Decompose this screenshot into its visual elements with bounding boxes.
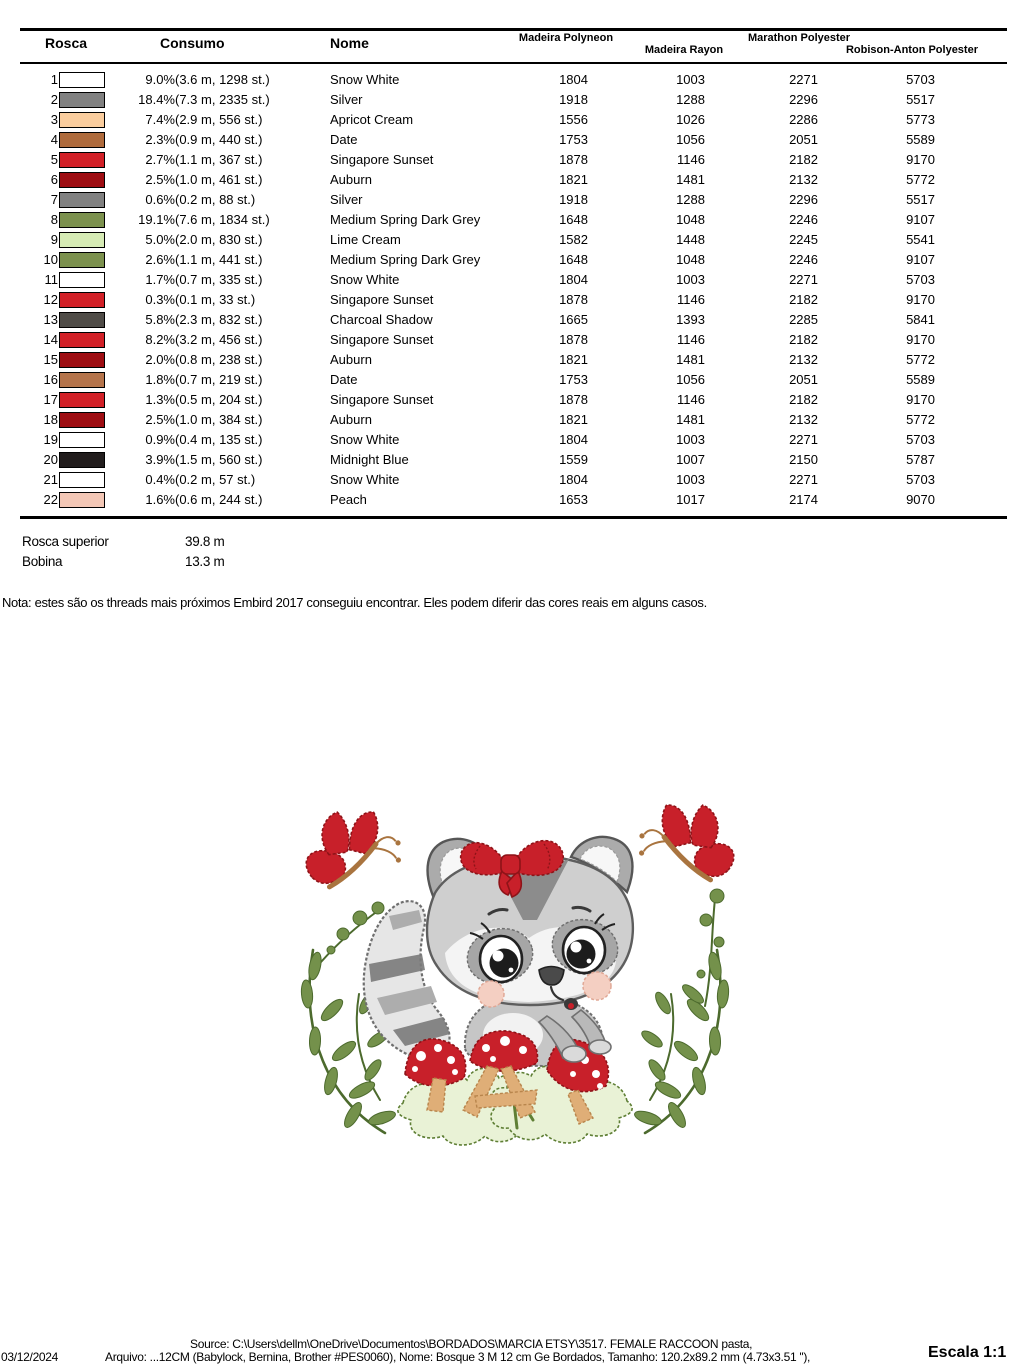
madeira-polyneon-code: 1665 xyxy=(559,312,588,327)
marathon-polyester-code: 2271 xyxy=(789,72,818,87)
thread-consumption-detail: (1.5 m, 560 st.) xyxy=(175,452,263,467)
marathon-polyester-code: 2245 xyxy=(789,232,818,247)
thread-color-swatch xyxy=(59,312,105,328)
marathon-polyester-code: 2182 xyxy=(789,332,818,347)
thread-consumption-percent: 1.3% xyxy=(145,392,175,407)
robison-anton-code: 5772 xyxy=(906,352,935,367)
thread-name: Auburn xyxy=(330,172,372,187)
thread-color-swatch xyxy=(59,172,105,188)
madeira-rayon-code: 1003 xyxy=(676,472,705,487)
robison-anton-code: 5589 xyxy=(906,372,935,387)
thread-color-swatch xyxy=(59,72,105,88)
madeira-polyneon-code: 1753 xyxy=(559,132,588,147)
thread-consumption-percent: 0.4% xyxy=(145,472,175,487)
table-row xyxy=(20,490,1007,510)
marathon-polyester-code: 2182 xyxy=(789,392,818,407)
thread-name: Singapore Sunset xyxy=(330,392,434,407)
thread-number: 10 xyxy=(43,252,58,267)
robison-anton-code: 9170 xyxy=(906,332,935,347)
thread-color-swatch xyxy=(59,192,105,208)
thread-color-swatch xyxy=(59,352,105,368)
table-row xyxy=(20,270,1007,290)
thread-consumption-detail: (0.7 m, 335 st.) xyxy=(175,272,263,287)
table-row xyxy=(20,350,1007,370)
table-row xyxy=(20,390,1007,410)
thread-consumption-percent: 2.0% xyxy=(145,352,175,367)
robison-anton-code: 9070 xyxy=(906,492,935,507)
madeira-polyneon-code: 1918 xyxy=(559,92,588,107)
thread-consumption-detail: (1.1 m, 441 st.) xyxy=(175,252,263,267)
thread-color-swatch xyxy=(59,212,105,228)
marathon-polyester-code: 2296 xyxy=(789,92,818,107)
thread-number: 7 xyxy=(50,192,58,207)
table-row xyxy=(20,410,1007,430)
thread-consumption-detail: (1.0 m, 461 st.) xyxy=(175,172,263,187)
thread-name: Midnight Blue xyxy=(330,452,409,467)
table-row xyxy=(20,130,1007,150)
thread-consumption-detail: (1.0 m, 384 st.) xyxy=(175,412,263,427)
table-row xyxy=(20,370,1007,390)
thread-consumption-percent: 1.6% xyxy=(145,492,175,507)
madeira-rayon-code: 1048 xyxy=(676,212,705,227)
raccoon-embroidery-design xyxy=(285,798,745,1160)
marathon-polyester-code: 2286 xyxy=(789,112,818,127)
robison-anton-code: 5787 xyxy=(906,452,935,467)
thread-number: 9 xyxy=(50,232,58,247)
table-row xyxy=(20,70,1007,90)
table-row xyxy=(20,210,1007,230)
thread-consumption-percent: 2.5% xyxy=(145,172,175,187)
thread-name: Date xyxy=(330,132,358,147)
robison-anton-code: 5703 xyxy=(906,72,935,87)
robison-anton-code: 5773 xyxy=(906,112,935,127)
table-row xyxy=(20,170,1007,190)
thread-consumption-percent: 7.4% xyxy=(145,112,175,127)
thread-number: 8 xyxy=(50,212,58,227)
cheek-left xyxy=(478,981,504,1007)
thread-name: Medium Spring Dark Grey xyxy=(330,212,481,227)
thread-consumption-detail: (0.7 m, 219 st.) xyxy=(175,372,263,387)
thread-color-swatch xyxy=(59,232,105,248)
thread-consumption-detail: (1.1 m, 367 st.) xyxy=(175,152,263,167)
robison-anton-code: 9170 xyxy=(906,392,935,407)
butterfly-right-icon xyxy=(635,798,741,883)
table-row xyxy=(20,450,1007,470)
thread-number: 13 xyxy=(43,312,58,327)
madeira-polyneon-code: 1821 xyxy=(559,412,588,427)
thread-consumption-percent: 1.7% xyxy=(145,272,175,287)
thread-number: 14 xyxy=(43,332,58,347)
marathon-polyester-code: 2246 xyxy=(789,212,818,227)
thread-consumption-percent: 2.7% xyxy=(145,152,175,167)
thread-number: 19 xyxy=(43,432,58,447)
marathon-polyester-code: 2285 xyxy=(789,312,818,327)
madeira-polyneon-code: 1821 xyxy=(559,352,588,367)
madeira-rayon-code: 1146 xyxy=(677,392,705,407)
madeira-rayon-code: 1481 xyxy=(676,352,705,367)
madeira-polyneon-code: 1821 xyxy=(559,172,588,187)
madeira-polyneon-code: 1804 xyxy=(559,472,588,487)
robison-anton-code: 5517 xyxy=(906,92,935,107)
column-header-nome: Nome xyxy=(330,35,369,51)
thread-consumption-detail: (0.2 m, 57 st.) xyxy=(175,472,256,487)
thread-consumption-detail: (0.6 m, 244 st.) xyxy=(175,492,263,507)
madeira-polyneon-code: 1878 xyxy=(559,152,588,167)
thread-consumption-percent: 5.8% xyxy=(145,312,175,327)
madeira-rayon-code: 1288 xyxy=(676,92,705,107)
footer-scale-label: Escala 1:1 xyxy=(928,1344,1007,1361)
marathon-polyester-code: 2051 xyxy=(789,132,818,147)
madeira-polyneon-code: 1878 xyxy=(559,392,588,407)
thread-number: 4 xyxy=(50,132,58,147)
thread-number: 17 xyxy=(43,392,58,407)
robison-anton-code: 9107 xyxy=(906,252,935,267)
madeira-polyneon-code: 1804 xyxy=(559,72,588,87)
embird-note: Nota: estes são os threads mais próximos Embird 2017 conseguiu encontrar. Eles podem diferir das cores reais em alguns casos. xyxy=(2,595,707,610)
thread-name: Date xyxy=(330,372,358,387)
thread-name: Lime Cream xyxy=(330,232,401,247)
butterfly-left-icon xyxy=(300,804,406,890)
madeira-polyneon-code: 1918 xyxy=(559,192,588,207)
thread-color-swatch xyxy=(59,292,105,308)
marathon-polyester-code: 2132 xyxy=(789,352,818,367)
thread-consumption-detail: (0.9 m, 440 st.) xyxy=(175,132,263,147)
table-row xyxy=(20,290,1007,310)
thread-consumption-percent: 2.6% xyxy=(145,252,175,267)
thread-number: 11 xyxy=(44,272,58,287)
thread-name: Silver xyxy=(330,192,363,207)
madeira-polyneon-code: 1804 xyxy=(559,272,588,287)
thread-consumption-detail: (0.5 m, 204 st.) xyxy=(175,392,263,407)
robison-anton-code: 5841 xyxy=(906,312,935,327)
table-row xyxy=(20,110,1007,130)
madeira-polyneon-code: 1878 xyxy=(559,332,588,347)
thread-consumption-percent: 2.3% xyxy=(145,132,175,147)
bobina-label: Bobina xyxy=(22,554,63,569)
marathon-polyester-code: 2246 xyxy=(789,252,818,267)
thread-consumption-percent: 9.0% xyxy=(145,72,175,87)
marathon-polyester-code: 2271 xyxy=(789,472,818,487)
madeira-polyneon-code: 1648 xyxy=(559,212,588,227)
thread-consumption-percent: 0.6% xyxy=(145,192,175,207)
robison-anton-code: 5703 xyxy=(906,272,935,287)
thread-consumption-percent: 0.3% xyxy=(145,292,175,307)
table-row xyxy=(20,190,1007,210)
thread-consumption-detail: (0.2 m, 88 st.) xyxy=(175,192,256,207)
madeira-rayon-code: 1481 xyxy=(676,172,705,187)
madeira-rayon-code: 1146 xyxy=(677,332,705,347)
thread-color-swatch xyxy=(59,252,105,268)
thread-number: 2 xyxy=(50,92,58,107)
thread-consumption-detail: (2.3 m, 832 st.) xyxy=(175,312,263,327)
madeira-rayon-code: 1056 xyxy=(676,372,705,387)
thread-color-swatch xyxy=(59,112,105,128)
thread-name: Singapore Sunset xyxy=(330,152,434,167)
thread-consumption-detail: (0.8 m, 238 st.) xyxy=(175,352,263,367)
madeira-polyneon-code: 1559 xyxy=(559,452,588,467)
robison-anton-code: 5703 xyxy=(906,472,935,487)
thread-name: Peach xyxy=(330,492,367,507)
rosca-superior-label: Rosca superior xyxy=(22,534,109,549)
robison-anton-code: 5589 xyxy=(906,132,935,147)
table-row xyxy=(20,310,1007,330)
thread-consumption-detail: (2.0 m, 830 st.) xyxy=(175,232,263,247)
rosca-superior-value: 39.8 m xyxy=(185,534,225,549)
thread-consumption-percent: 5.0% xyxy=(145,232,175,247)
table-row xyxy=(20,150,1007,170)
robison-anton-code: 5772 xyxy=(906,172,935,187)
thread-consumption-percent: 3.9% xyxy=(145,452,175,467)
thread-name: Snow White xyxy=(330,72,400,87)
thread-name: Snow White xyxy=(330,432,400,447)
robison-anton-code: 9107 xyxy=(906,212,935,227)
bobina-value: 13.3 m xyxy=(185,554,225,569)
thread-name: Medium Spring Dark Grey xyxy=(330,252,481,267)
thread-consumption-percent: 0.9% xyxy=(145,432,175,447)
thread-name: Silver xyxy=(330,92,363,107)
thread-color-swatch xyxy=(59,132,105,148)
table-row xyxy=(20,90,1007,110)
marathon-polyester-code: 2182 xyxy=(789,292,818,307)
madeira-rayon-code: 1481 xyxy=(676,412,705,427)
madeira-rayon-code: 1288 xyxy=(676,192,705,207)
robison-anton-code: 9170 xyxy=(906,292,935,307)
thread-color-swatch xyxy=(59,372,105,388)
madeira-polyneon-code: 1653 xyxy=(559,492,588,507)
thread-consumption-detail: (0.1 m, 33 st.) xyxy=(175,292,256,307)
thread-table-body xyxy=(20,70,1007,510)
thread-consumption-percent: 8.2% xyxy=(145,332,175,347)
wreath-right-branch xyxy=(633,889,730,1133)
madeira-rayon-code: 1393 xyxy=(676,312,705,327)
thread-number: 15 xyxy=(43,352,58,367)
thread-number: 16 xyxy=(43,372,58,387)
table-header-rule xyxy=(20,62,1007,64)
thread-consumption-detail: (7.6 m, 1834 st.) xyxy=(175,212,270,227)
footer-source-path: Source: C:\Users\dellm\OneDrive\Documentos\BORDADOS\MARCIA ETSY\3517. FEMALE RACCOON pasta, xyxy=(190,1337,753,1351)
thread-consumption-detail: (3.6 m, 1298 st.) xyxy=(175,72,270,87)
marathon-polyester-code: 2296 xyxy=(789,192,818,207)
marathon-polyester-code: 2150 xyxy=(789,452,818,467)
table-row xyxy=(20,470,1007,490)
thread-number: 22 xyxy=(43,492,58,507)
thread-number: 21 xyxy=(43,472,58,487)
madeira-rayon-code: 1448 xyxy=(676,232,705,247)
thread-color-swatch xyxy=(59,332,105,348)
column-header-consumo: Consumo xyxy=(160,35,225,51)
madeira-rayon-code: 1003 xyxy=(676,72,705,87)
marathon-polyester-code: 2174 xyxy=(789,492,818,507)
madeira-polyneon-code: 1582 xyxy=(559,232,588,247)
column-header-madeira-rayon: Madeira Rayon xyxy=(644,44,724,56)
thread-consumption-percent: 1.8% xyxy=(145,372,175,387)
madeira-rayon-code: 1003 xyxy=(676,272,705,287)
thread-number: 18 xyxy=(43,412,58,427)
thread-number: 6 xyxy=(50,172,58,187)
thread-number: 1 xyxy=(50,72,58,87)
thread-color-swatch xyxy=(59,492,105,508)
marathon-polyester-code: 2132 xyxy=(789,412,818,427)
column-header-rosca: Rosca xyxy=(45,35,88,51)
thread-name: Singapore Sunset xyxy=(330,292,434,307)
madeira-polyneon-code: 1556 xyxy=(559,112,588,127)
madeira-rayon-code: 1017 xyxy=(676,492,705,507)
thread-consumption-detail: (0.4 m, 135 st.) xyxy=(175,432,263,447)
madeira-rayon-code: 1003 xyxy=(676,432,705,447)
marathon-polyester-code: 2271 xyxy=(789,272,818,287)
madeira-polyneon-code: 1878 xyxy=(559,292,588,307)
footer-date: 03/12/2024 xyxy=(1,1350,59,1364)
madeira-polyneon-code: 1804 xyxy=(559,432,588,447)
thread-color-swatch xyxy=(59,392,105,408)
thread-number: 3 xyxy=(50,112,58,127)
column-header-robison-anton: Robison-Anton Polyester xyxy=(845,44,978,56)
thread-name: Auburn xyxy=(330,412,372,427)
column-header-madeira-polyneon: Madeira Polyneon xyxy=(518,32,614,44)
thread-color-swatch xyxy=(59,432,105,448)
thread-name: Snow White xyxy=(330,272,400,287)
thread-consumption-percent: 19.1% xyxy=(138,212,175,227)
madeira-rayon-code: 1026 xyxy=(676,112,705,127)
robison-anton-code: 5517 xyxy=(906,192,935,207)
thread-color-swatch xyxy=(59,452,105,468)
thread-name: Snow White xyxy=(330,472,400,487)
madeira-rayon-code: 1146 xyxy=(677,292,705,307)
table-bottom-rule xyxy=(20,516,1007,519)
thread-color-swatch xyxy=(59,92,105,108)
thread-consumption-percent: 2.5% xyxy=(145,412,175,427)
robison-anton-code: 5703 xyxy=(906,432,935,447)
marathon-polyester-code: 2271 xyxy=(789,432,818,447)
marathon-polyester-code: 2051 xyxy=(789,372,818,387)
thread-name: Auburn xyxy=(330,352,372,367)
footer-file-info: Arquivo: ...12CM (Babylock, Bernina, Brother #PES0060), Nome: Bosque 3 M 12 cm Ge Bordados, Tamanho: 120.2x89.2 mm (4.73x3.51 ''), xyxy=(105,1350,811,1364)
thread-name: Charcoal Shadow xyxy=(330,312,433,327)
thread-consumption-detail: (3.2 m, 456 st.) xyxy=(175,332,263,347)
thread-consumption-detail: (2.9 m, 556 st.) xyxy=(175,112,263,127)
cheek-right xyxy=(583,972,611,1000)
thread-number: 5 xyxy=(50,152,58,167)
robison-anton-code: 5772 xyxy=(906,412,935,427)
thread-consumption-percent: 18.4% xyxy=(138,92,175,107)
madeira-polyneon-code: 1648 xyxy=(559,252,588,267)
thread-color-swatch xyxy=(59,272,105,288)
table-top-rule xyxy=(20,28,1007,31)
thread-number: 12 xyxy=(43,292,58,307)
thread-name: Singapore Sunset xyxy=(330,332,434,347)
table-row xyxy=(20,430,1007,450)
tongue xyxy=(568,1003,574,1009)
thread-consumption-detail: (7.3 m, 2335 st.) xyxy=(175,92,270,107)
thread-name: Apricot Cream xyxy=(330,112,414,127)
table-row xyxy=(20,230,1007,250)
robison-anton-code: 9170 xyxy=(906,152,935,167)
thread-color-swatch xyxy=(59,412,105,428)
thread-color-swatch xyxy=(59,472,105,488)
marathon-polyester-code: 2132 xyxy=(789,172,818,187)
table-row xyxy=(20,330,1007,350)
thread-number: 20 xyxy=(43,452,58,467)
marathon-polyester-code: 2182 xyxy=(789,152,818,167)
madeira-rayon-code: 1146 xyxy=(677,152,705,167)
table-row xyxy=(20,250,1007,270)
madeira-rayon-code: 1007 xyxy=(676,452,705,467)
madeira-polyneon-code: 1753 xyxy=(559,372,588,387)
robison-anton-code: 5541 xyxy=(906,232,935,247)
madeira-rayon-code: 1056 xyxy=(676,132,705,147)
thread-color-swatch xyxy=(59,152,105,168)
column-header-marathon-polyester: Marathon Polyester xyxy=(747,32,851,44)
madeira-rayon-code: 1048 xyxy=(676,252,705,267)
